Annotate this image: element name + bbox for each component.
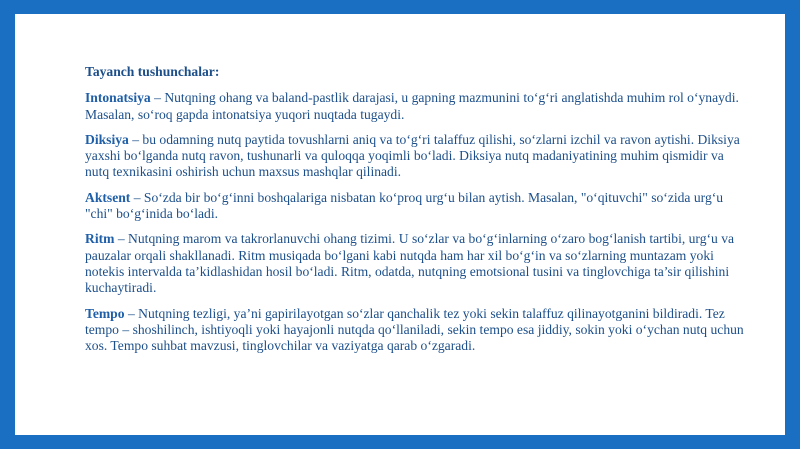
term-separator: –: [150, 90, 165, 106]
term-label: Intonatsiya: [85, 90, 151, 106]
term-separator: –: [128, 131, 143, 147]
definition-ritm: [85, 231, 745, 296]
term-description: So‘zda bir bo‘g‘inni boshqalariga nisbatan ko‘proq urg‘u bilan aytish. Masalan, "o‘qituvchi" so‘zida urg‘u "chi" bo‘g‘inida bo‘ladi.: [85, 189, 724, 222]
term-description: bu odamning nutq paytida tovushlarni aniq va to‘g‘ri talaffuz qilishi, so‘zlarni izchil va ravon aytishi. Diksiya yaxshi bo‘lganda nutq ravon, tushunarli va quloqqa yoqimli bo‘ladi. Diksiya nutq madaniyatining muhim qismidir va nutq texnikasini oshirish uchun maxsus mashqlar qilinadi.: [85, 131, 740, 180]
term-label: Ritm: [85, 231, 115, 247]
definition-intonatsiya: [85, 90, 745, 123]
slide-heading: Tayanch tushunchalar:: [85, 64, 220, 79]
term-label: Diksiya: [85, 131, 129, 147]
term-separator: –: [130, 189, 144, 205]
term-separator: –: [114, 231, 129, 247]
definition-tempo: [85, 306, 745, 355]
term-label: Tempo: [85, 305, 125, 321]
definition-aktsent: [85, 190, 745, 223]
term-description: Nutqning marom va takrorlanuvchi ohang tizimi. U so‘zlar va bo‘g‘inlarning o‘zaro bog‘lanish tartibi, urg‘u va pauzalar orqali shakllanadi. Ritm musiqada bo‘lgani kabi nutqda ham har xil bo‘g‘in va so‘zlarning muntazam yoki notekis intervalda ta’kidlashidan hosil bo‘ladi. Ritm, odatda, nutqning emotsional tusini va tinglovchiga ta’sir qilishini kuchaytiradi.: [85, 231, 735, 296]
term-description: Nutqning tezligi, ya’ni gapirilayotgan so‘zlar qanchalik tez yoki sekin talaffuz qilinayotganini bildiradi. Tez tempo – shoshilinch, ishtiyoqli yoki hayajonli nutqda qo‘llaniladi, sekin tempo esa jiddiy, sokin yoki o‘ychan nutq uchun xos. Tempo suhbat mavzusi, tinglovchilar va vaziyatga qarab o‘zgaradi.: [85, 305, 744, 354]
term-label: Aktsent: [85, 189, 131, 205]
slide-content: [15, 14, 785, 435]
term-description: Nutqning ohang va baland-pastlik darajasi, u gapning mazmunini to‘g‘ri anglatishda muhim rol o‘ynaydi. Masalan, so‘roq gapda intonatsiya yuqori nuqtada tugaydi.: [85, 90, 739, 122]
definition-diksiya: [85, 132, 745, 181]
term-separator: –: [124, 305, 139, 321]
